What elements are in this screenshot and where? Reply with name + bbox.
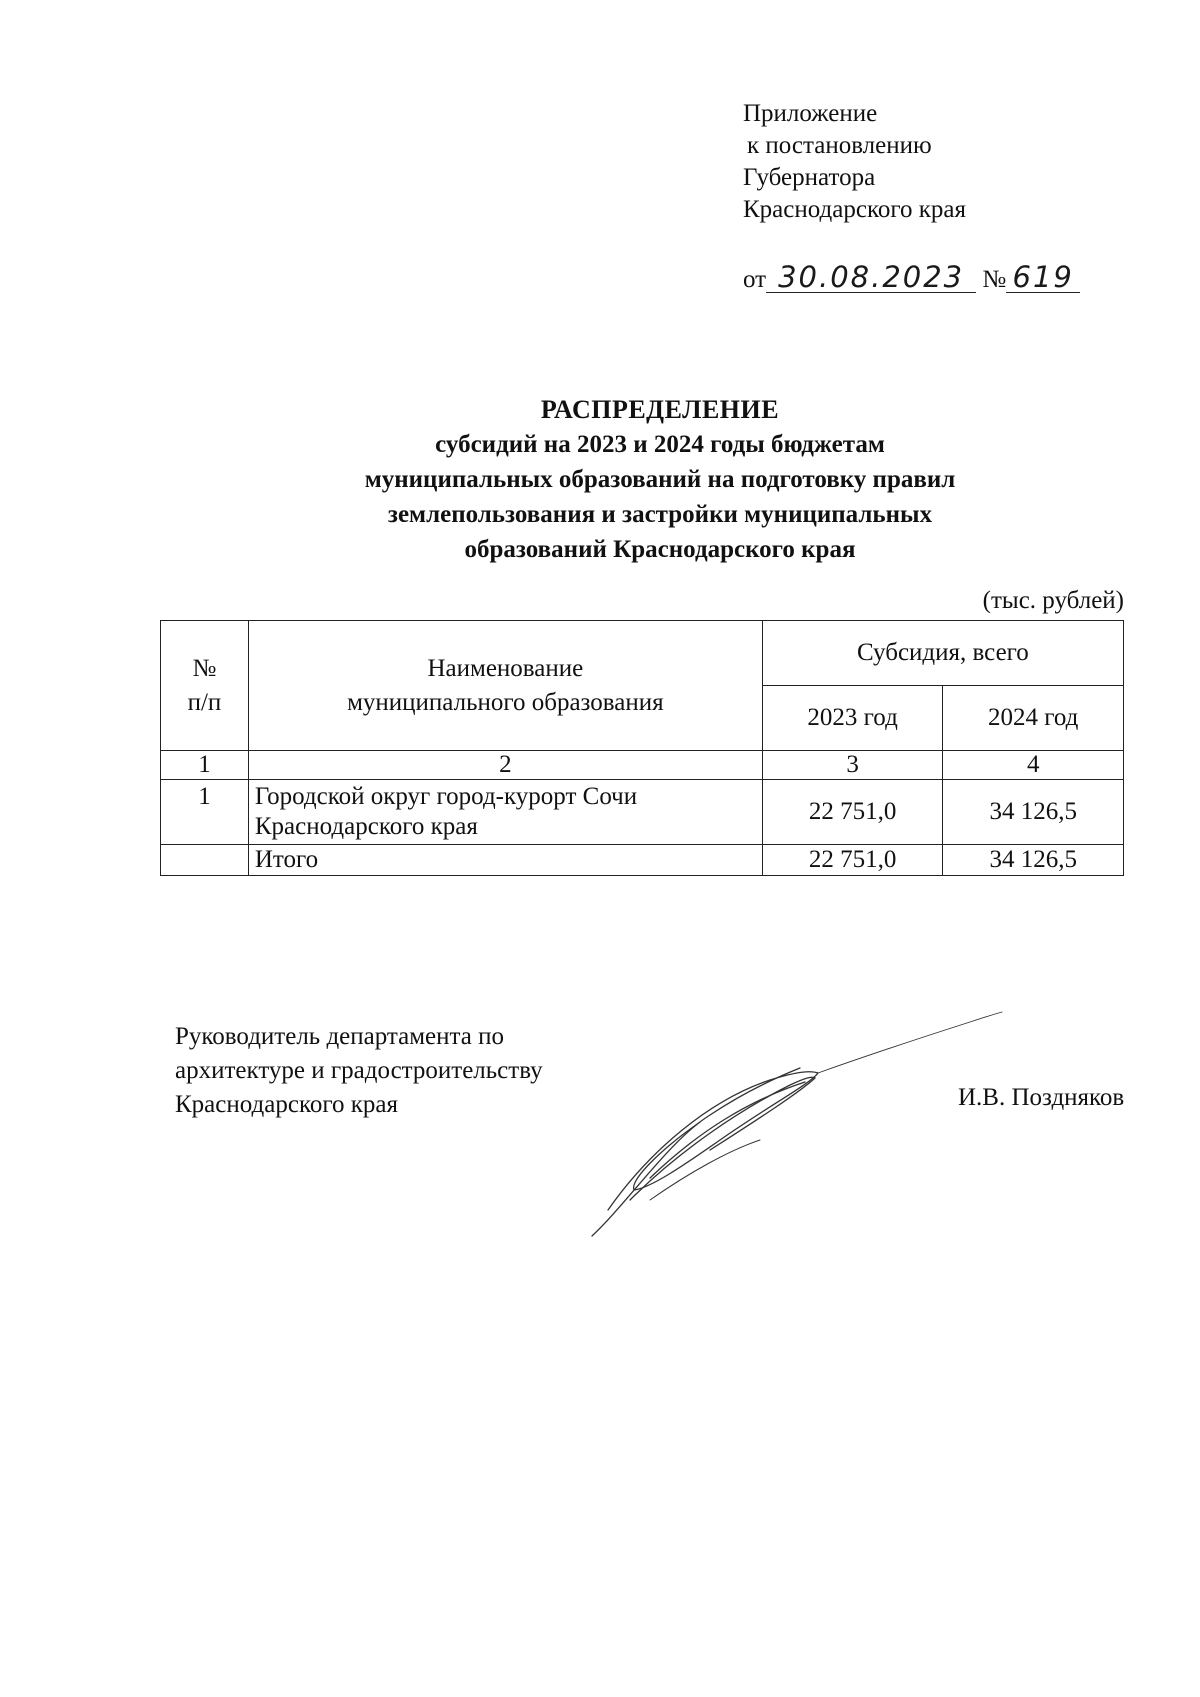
row-name-line-2: Краснодарского края: [254, 813, 478, 840]
position-line-1: Руководитель департамента по: [175, 1023, 504, 1050]
table-header-row-1: [161, 621, 1124, 686]
position-line-3: Краснодарского края: [175, 1091, 398, 1118]
table-total-row: [161, 845, 1124, 876]
annex-line-1: Приложение: [743, 100, 878, 127]
index-cell-1: 1: [161, 751, 249, 780]
header-name-line-1: Наименование: [427, 654, 584, 682]
header-no-line-2: п/п: [187, 688, 222, 716]
index-cell-4: 4: [943, 751, 1124, 780]
annex-line-2: к постановлению: [747, 132, 932, 159]
title-main: РАСПРЕДЕЛЕНИЕ: [540, 395, 780, 424]
index-cell-3: 3: [762, 751, 943, 780]
annex-line-4: Краснодарского края: [743, 196, 966, 223]
total-no-cell: [161, 845, 249, 876]
header-year-2024: 2024 год: [943, 686, 1124, 751]
row-name: [248, 780, 762, 845]
index-cell-2: 2: [248, 751, 762, 780]
header-name: [248, 621, 762, 751]
row-no: 1: [161, 780, 249, 845]
row-name-line-1: Городской округ город-курорт Сочи: [254, 783, 638, 810]
row-value-2023: 22 751,0: [762, 780, 943, 845]
signer-name: И.В. Поздняков: [958, 1084, 1125, 1111]
document-title: [200, 392, 1120, 567]
table-index-row: [161, 751, 1124, 780]
subsidy-table: [160, 620, 1124, 876]
title-line-4: образований Краснодарского края: [464, 536, 856, 563]
signer-position: [175, 1020, 543, 1122]
title-line-3: землепользования и застройки муниципальных: [387, 501, 933, 528]
units-label: (тыс. рублей): [982, 587, 1124, 614]
header-year-2023: 2023 год: [762, 686, 943, 751]
total-value-2023: 22 751,0: [762, 845, 943, 876]
number-label: №: [982, 266, 1007, 293]
handwritten-number: 619: [1006, 262, 1080, 293]
row-value-2024: 34 126,5: [943, 780, 1124, 845]
position-line-2: архитектуре и градостроительству: [175, 1057, 543, 1084]
title-line-1: субсидий на 2023 и 2024 годы бюджетам: [435, 431, 885, 458]
header-no-line-1: №: [192, 654, 217, 682]
annex-header: [743, 98, 966, 226]
table-row: [161, 780, 1124, 845]
total-label: Итого: [248, 845, 762, 876]
handwritten-date: 30.08.2023: [766, 262, 976, 293]
header-name-line-2: муниципального образования: [347, 688, 664, 716]
annex-line-3: Губернатора: [743, 164, 876, 191]
total-value-2024: 34 126,5: [943, 845, 1124, 876]
decree-reference: [743, 262, 1080, 302]
title-line-2: муниципальных образований на подготовку правил: [364, 466, 956, 493]
header-subsidy-total: Субсидия, всего: [762, 621, 1123, 686]
handwritten-signature: [590, 1000, 1010, 1240]
header-no: [161, 621, 249, 751]
from-label: от: [743, 266, 767, 293]
